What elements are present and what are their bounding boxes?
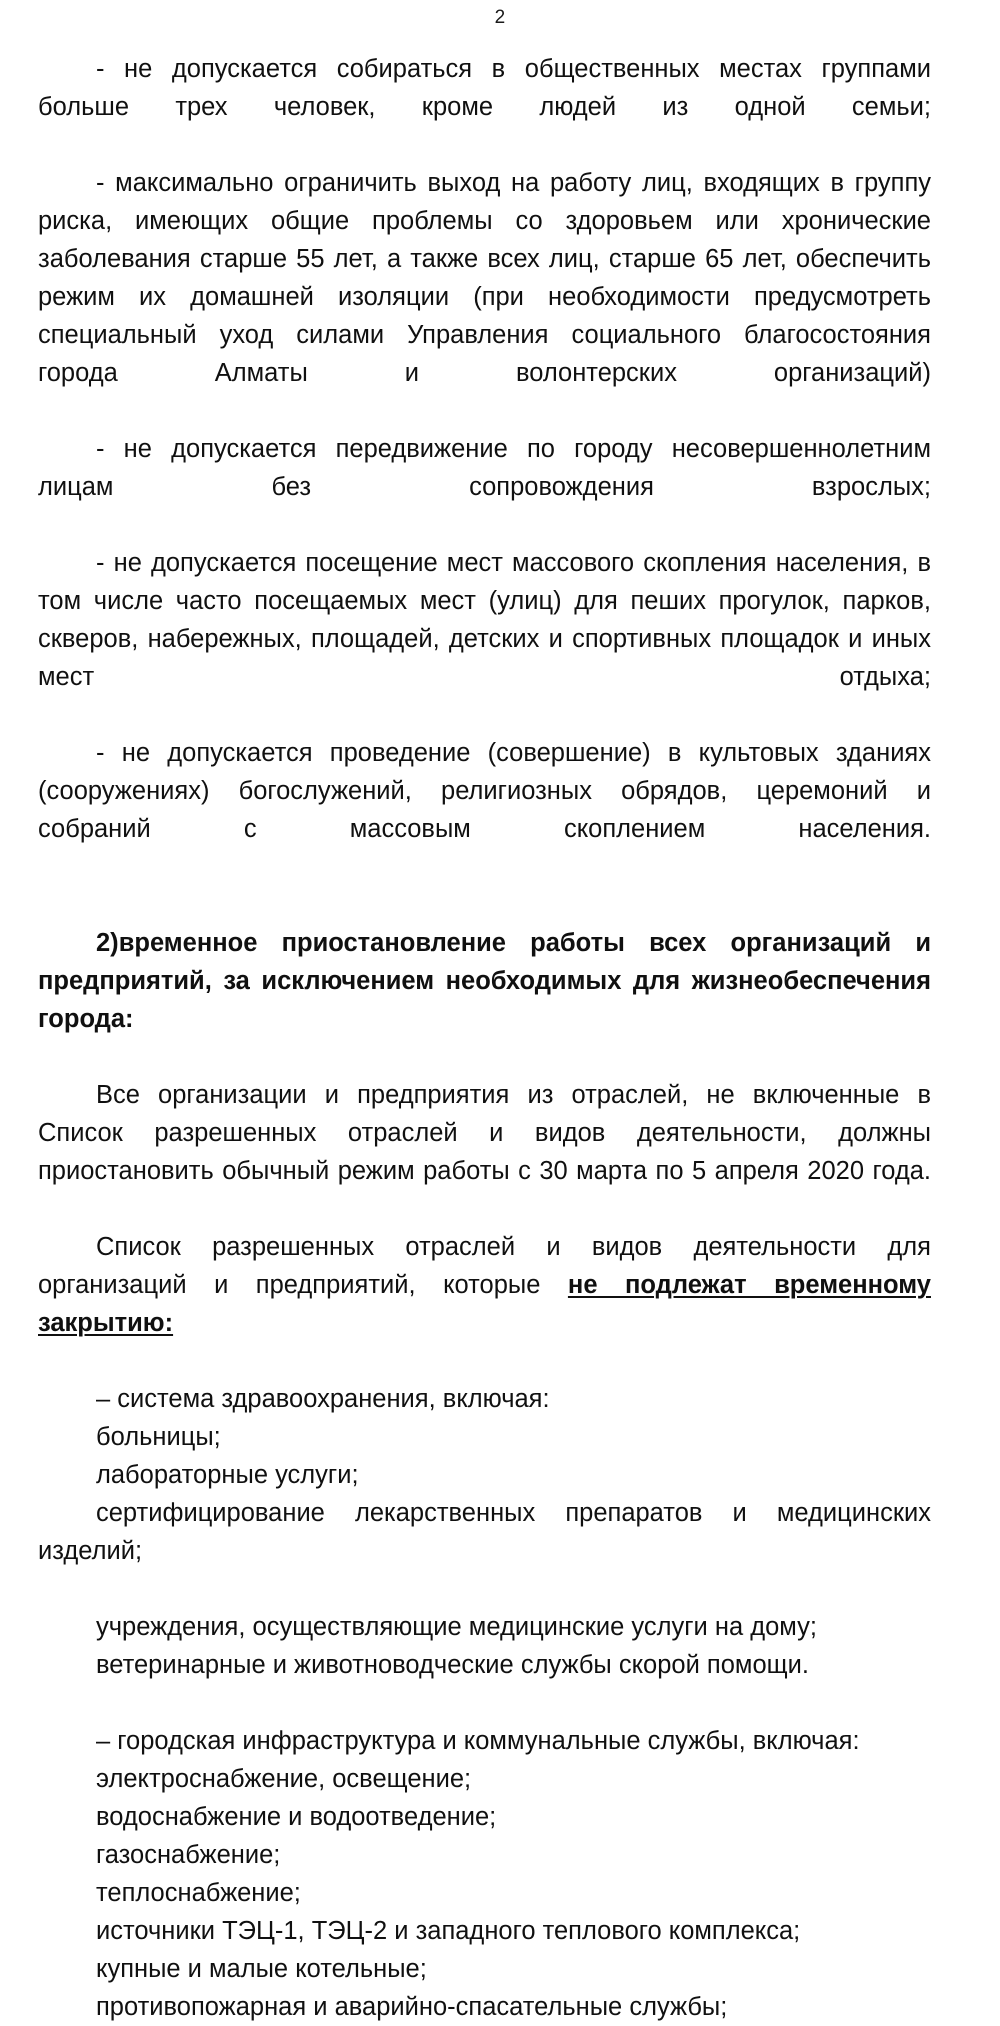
paragraph-risk-group: - максимально ограничить выход на работу лиц, входящих в группу риска, имеющих общие проблемы со здоровьем или хронические заболевания старше 55 лет, а также всех лиц, старше 65 лет, обеспечить режим их домашней изоляции (при необходимости предусмотреть специальный уход силами Управления социального благосостояния города Алматы и волонтерских организаций) [38,169,931,387]
list-infrastructure-header: – городская инфраструктура и коммунальные службы, включая: [96,1727,860,1755]
paragraph-allowed-list-intro [38,1228,931,1380]
section-two-heading [38,924,931,1076]
list-infrastructure-item-fire-rescue: противопожарная и аварийно-спасательные службы; [96,1993,728,2021]
list-infrastructure-item-water: водоснабжение и водоотведение; [96,1803,497,1831]
list-infrastructure-item-chp-sources: источники ТЭЦ-1, ТЭЦ-2 и западного теплового комплекса; [96,1917,801,1945]
paragraph-spacer [38,886,931,924]
list-infrastructure-item-heating: теплоснабжение; [96,1879,301,1907]
list-healthcare-item-hospitals: больницы; [96,1423,221,1451]
section-two-heading-text: временное приостановление работы всех организаций и предприятий, за исключением необходимых для жизнеобеспечения города: [38,929,931,1033]
paragraph-religious-gatherings: - не допускается проведение (совершение) в культовых зданиях (сооружениях) богослужений, религиозных обрядов, церемоний и собраний с массовым скоплением населения. [38,739,931,843]
page-number: 2 [494,7,506,28]
list-infrastructure-item-gas: газоснабжение; [96,1841,281,1869]
paragraph-crowded-places: - не допускается посещение мест массового скопления населения, в том числе часто посещаемых мест (улиц) для пеших прогулок, парков, скверов, набережных, площадей, детских и спортивных площадок и иных мест отдыха; [38,549,931,691]
paragraph-minors: - не допускается передвижение по городу несовершеннолетним лицам без сопровождения взрослых; [38,435,931,501]
paragraph-suspend-operations: Все организации и предприятия из отраслей, не включенные в Список разрешенных отраслей и видов деятельности, должны приостановить обычный режим работы с 30 марта по 5 апреля 2020 года. [38,1081,931,1185]
list-infrastructure-item-electricity: электроснабжение, освещение; [96,1765,472,1793]
list-healthcare-header: – система здравоохранения, включая: [96,1385,550,1413]
allowed-list-intro-prefix: Список разрешенных отраслей и видов деятельности для организаций и предприятий, которые [38,1233,931,1299]
paragraph-public-gatherings: - не допускается собираться в общественных местах группами больше трех человек, кроме людей из одной семьи; [38,55,931,121]
list-spacer [38,1684,931,1722]
list-healthcare-item-home-services: учреждения, осуществляющие медицинские услуги на дому; [96,1613,817,1641]
list-healthcare-item-veterinary: ветеринарные и животноводческие службы скорой помощи. [96,1651,809,1679]
section-two-marker: 2) [96,929,119,957]
allowed-list-intro-emphasis: не подлежат временному закрытию: [38,1271,931,1337]
list-healthcare-item-laboratory: лабораторные услуги; [96,1461,359,1489]
list-infrastructure-item-boilers: купные и малые котельные; [96,1955,427,1983]
document-body [38,50,931,2026]
list-healthcare-item-certification: сертифицирование лекарственных препаратов и медицинских изделий; [38,1499,931,1565]
